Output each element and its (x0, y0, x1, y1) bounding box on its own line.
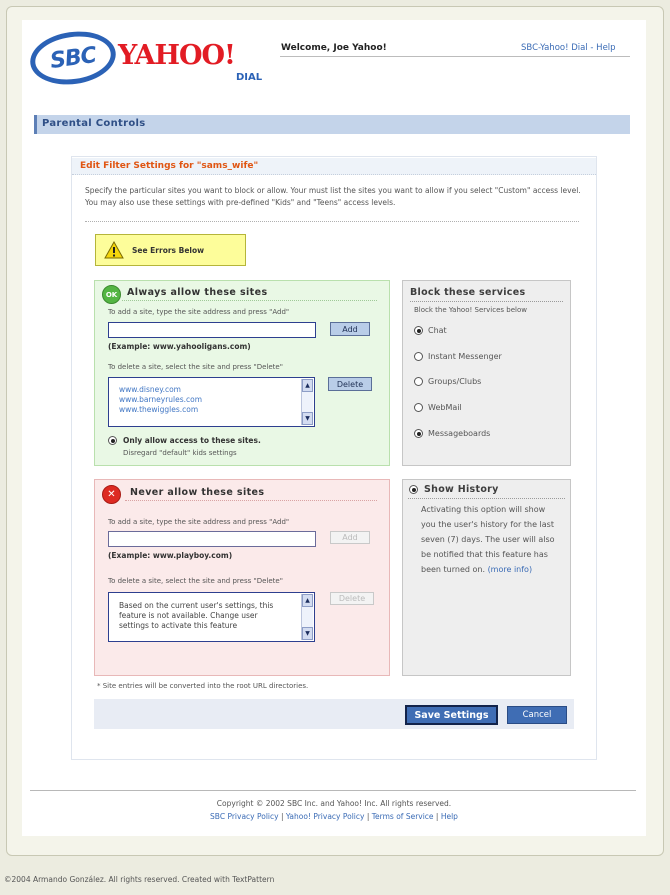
deny-add-instruction: To add a site, type the site address and press "Add" (108, 518, 290, 526)
header-divider (280, 56, 630, 57)
save-settings-button[interactable]: Save Settings (405, 705, 498, 725)
only-allow-label: Only allow access to these sites. (123, 436, 261, 445)
history-description: Activating this option will show you the user's history for the last seven (7) days. The user will also be notified that this feature has been turned on. (421, 505, 555, 574)
deny-heading-rule (125, 500, 377, 501)
deny-icon-label: ✕ (107, 489, 116, 500)
deny-list-scrollbar[interactable] (301, 594, 313, 640)
chat-label: Chat (428, 326, 447, 335)
instant-messenger-radio[interactable] (414, 352, 423, 361)
page-credit: ©2004 Armando González. All rights reserved. Created with TextPattern (4, 875, 275, 884)
top-links (521, 43, 616, 53)
sbc-privacy-link[interactable]: SBC Privacy Policy (210, 812, 279, 821)
sbc-logo-text: SBC (48, 42, 98, 74)
footnote: * Site entries will be converted into the root URL directories. (97, 682, 309, 690)
scroll-down-icon[interactable]: ▼ (302, 412, 313, 425)
ok-icon-label: OK (105, 290, 118, 299)
allow-add-instruction: To add a site, type the site address and press "Add" (108, 308, 290, 316)
dial-logo-text: DIAL (236, 72, 263, 83)
footer-divider (30, 790, 636, 791)
show-history-radio[interactable] (409, 485, 418, 494)
only-allow-note: Disregard "default" kids settings (123, 449, 237, 457)
deny-sites-list (108, 592, 315, 642)
list-item[interactable]: www.barneyrules.com (119, 395, 203, 404)
panel-title: Edit Filter Settings for "sams_wife" (72, 158, 596, 175)
allow-heading-rule (122, 300, 377, 301)
footer-separator: | (278, 812, 286, 821)
deny-delete-button: Delete (330, 592, 374, 605)
scroll-down-icon[interactable]: ▼ (302, 627, 313, 640)
services-heading: Block these services (410, 287, 526, 298)
groups-clubs-radio[interactable] (414, 377, 423, 386)
allow-heading: Always allow these sites (127, 287, 268, 298)
terms-link[interactable]: Terms of Service (371, 812, 434, 821)
scroll-up-icon[interactable]: ▲ (302, 594, 313, 607)
deny-example: (Example: www.playboy.com) (108, 551, 233, 560)
scroll-up-icon[interactable]: ▲ (302, 379, 313, 392)
cancel-button[interactable]: Cancel (507, 706, 567, 724)
intro-divider (85, 221, 579, 222)
history-heading-rule (408, 498, 565, 499)
action-bar (94, 699, 574, 729)
panel-intro: Specify the particular sites you want to block or allow. Your must list the sites you want to allow if you select "Custom" access level. You may also use these settings with pre-defined "Kids" and "Teens" access levels. (85, 186, 581, 207)
allow-list-scrollbar[interactable] (301, 379, 313, 425)
chat-radio[interactable] (414, 326, 423, 335)
deny-site-input (108, 531, 316, 547)
list-item[interactable]: www.disney.com (119, 385, 181, 394)
error-message: See Errors Below (132, 245, 205, 255)
footer-separator: | (364, 812, 372, 821)
services-heading-rule (410, 301, 563, 302)
footer-help-link[interactable]: Help (440, 812, 458, 821)
ok-icon (102, 285, 121, 304)
allow-sites-items (119, 385, 202, 415)
dial-link[interactable]: SBC-Yahoo! Dial (521, 43, 588, 53)
list-item[interactable]: www.thewiggles.com (119, 405, 199, 414)
help-link[interactable]: Help (596, 43, 616, 53)
messageboards-label: Messageboards (428, 429, 491, 438)
history-description-block (421, 502, 561, 577)
unavailable-message: Based on the current user's settings, this feature is not available. Change user settings to activate this feature (119, 601, 274, 630)
allow-delete-instruction: To delete a site, select the site and press "Delete" (108, 363, 283, 371)
webmail-radio[interactable] (414, 403, 423, 412)
instant-messenger-label: Instant Messenger (428, 352, 502, 361)
welcome-message: Welcome, Joe Yahoo! (281, 43, 387, 53)
deny-heading: Never allow these sites (130, 487, 265, 498)
footer-separator: | (433, 812, 441, 821)
only-allow-radio[interactable] (108, 436, 117, 445)
error-banner (95, 234, 246, 266)
copyright: Copyright © 2002 SBC Inc. and Yahoo! Inc. All rights reserved. (216, 799, 452, 808)
allow-example: (Example: www.yahooligans.com) (108, 342, 251, 351)
allow-delete-button[interactable]: Delete (328, 377, 372, 391)
section-title-bar (34, 115, 630, 134)
section-title: Parental Controls (42, 118, 146, 129)
allow-sites-list[interactable] (108, 377, 315, 427)
allow-site-input[interactable] (108, 322, 316, 338)
page (22, 20, 646, 836)
more-info-link[interactable]: (more info) (487, 565, 533, 574)
yahoo-logo-text[interactable]: YAHOO! (118, 40, 235, 71)
link-separator: - (587, 43, 597, 53)
warning-icon (104, 241, 124, 259)
allow-add-button[interactable]: Add (330, 322, 370, 336)
webmail-label: WebMail (428, 403, 462, 412)
yahoo-privacy-link[interactable]: Yahoo! Privacy Policy (285, 812, 365, 821)
footer-links (22, 812, 646, 821)
messageboards-radio[interactable] (414, 429, 423, 438)
history-heading: Show History (424, 484, 499, 495)
deny-x-icon (102, 485, 121, 504)
groups-clubs-label: Groups/Clubs (428, 377, 482, 386)
services-subtitle: Block the Yahoo! Services below (414, 306, 527, 314)
sbc-logo[interactable] (27, 26, 119, 89)
deny-add-button: Add (330, 531, 370, 544)
deny-delete-instruction: To delete a site, select the site and press "Delete" (108, 577, 283, 585)
